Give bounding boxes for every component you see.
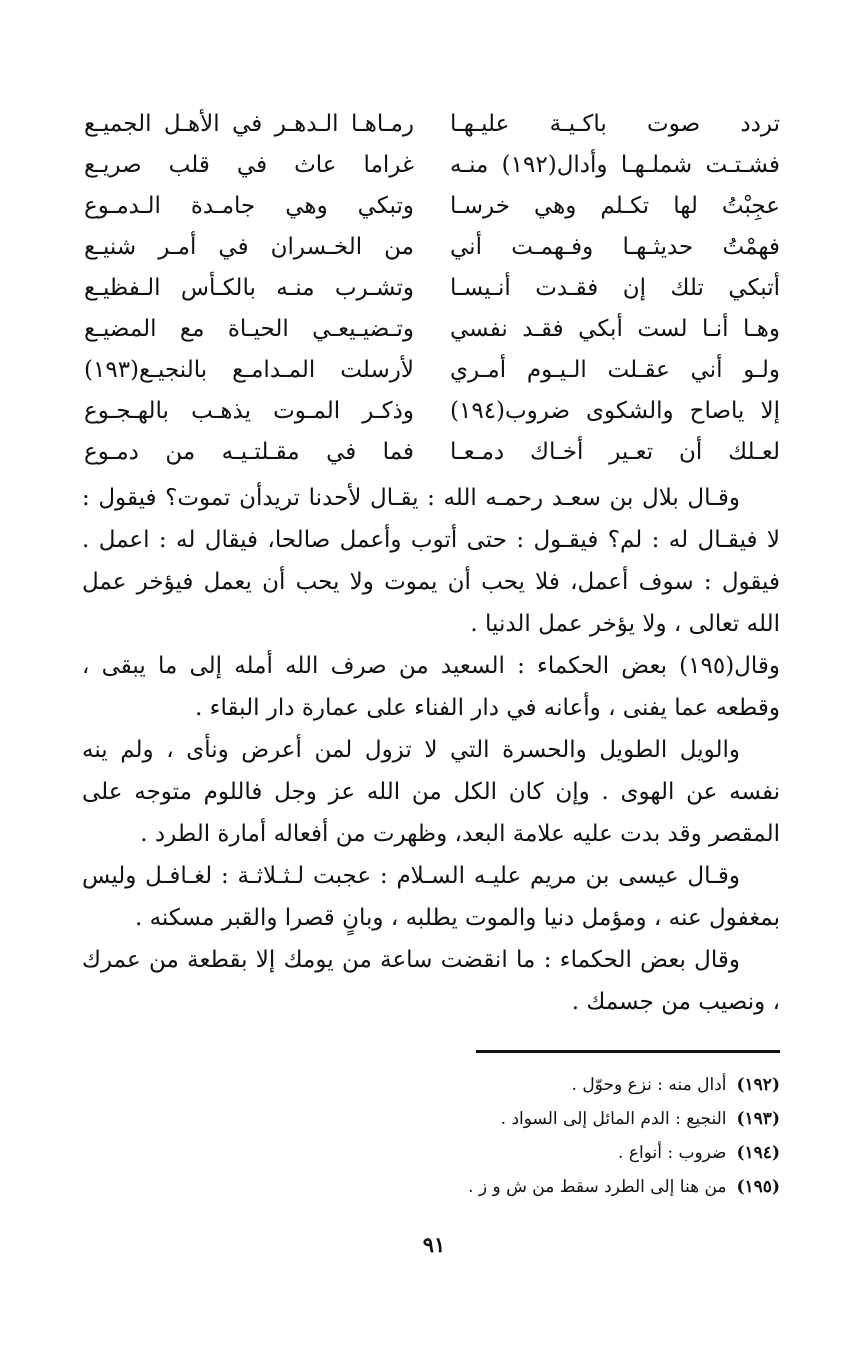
verse-first-hemistich: تردد صوت باكـيـة عليـهـا <box>450 111 780 137</box>
verse-second-hemistich: من الخـسران في أمـر شنيـع <box>84 234 414 260</box>
footnote-number: (١٩٥) <box>736 1177 780 1197</box>
paragraph-isa: وقـال عيسى بن مريم عليـه السـلام : عجبت لـثـلاثـة : لغـافـل وليس بمغفول عنه ، ومؤمل دنيا والموت يطلبه ، وبانٍ قصرا والقبر مسكنه . <box>82 863 780 931</box>
poem-verse <box>84 309 780 350</box>
paragraph-hour: وقال بعض الحكماء : ما انقضت ساعة من يومك إلا بقطعة من عمرك ، ونصيب من جسمك . <box>82 947 780 1015</box>
verse-first-hemistich: ولـو أني عقـلت الـيـوم أمـري <box>450 357 780 383</box>
footnote-text: ضروب : أنواع . <box>618 1143 727 1163</box>
poem-verse <box>84 350 780 391</box>
verse-second-hemistich: غراما عاث في قلب صريـع <box>84 152 414 178</box>
verse-first-hemistich: عجِبْتُ لها تكـلم وهي خرسـا <box>450 193 780 219</box>
poem-verse <box>84 145 780 186</box>
footnote-number: (١٩٣) <box>736 1109 780 1129</box>
verse-second-hemistich: وتشـرب منـه بالكـأس الـفظيـع <box>84 275 414 301</box>
footnote-divider <box>476 1050 780 1053</box>
footnote-text: من هنا إلى الطرد سقط من ش و ز . <box>468 1177 727 1197</box>
verse-second-hemistich: لأرسلت المـدامـع بالنجيـع(١٩٣) <box>84 357 414 383</box>
paragraph-woe: والويل الطويل والحسرة التي لا تزول لمن أعرض ونأى ، ولم ينه نفسه عن الهوى . وإن كان الكل من الله عز وجل فاللوم متوجه على المقصر وقد بدت عليه علامة البعد، وظهرت من أفعاله أمارة الطرد . <box>82 737 780 847</box>
verse-first-hemistich: وهـا أنـا لست أبكي فقـد نفسي <box>450 316 780 342</box>
verse-second-hemistich: وذكـر المـوت يذهـب بالهـجـوع <box>84 398 414 424</box>
verse-first-hemistich: فشـتـت شملـهـا وأدال(١٩٢) منـه <box>450 152 780 178</box>
paragraph-bilal: وقـال بلال بن سعـد رحمـه الله : يقـال لأحدنا تريدأن تموت؟ فيقول : لا فيقـال له : لم؟ فيقـول : حتى أتوب وأعمل صالحا، فيقال له : اعمل . فيقول : سوف أعمل، فلا يحب أن يموت ولا يحب أن يعمل فيؤخر عمل الله تعالى ، ولا يؤخر عمل الدنيا . <box>82 485 780 637</box>
prose-block <box>82 477 780 1023</box>
poem-verse <box>84 432 780 473</box>
verse-second-hemistich: فما في مقـلتـيـه من دمـوع <box>84 439 414 465</box>
footnote-text: أدال منه : نزع وحوّل . <box>571 1075 727 1095</box>
footnotes <box>360 1068 780 1204</box>
verse-second-hemistich: وتبكي وهي جامـدة الـدمـوع <box>84 193 414 219</box>
footnote <box>360 1102 780 1136</box>
poem-verse <box>84 227 780 268</box>
poem-verse <box>84 104 780 145</box>
poem-verse <box>84 186 780 227</box>
footnote <box>360 1136 780 1170</box>
footnote-number: (١٩٢) <box>736 1075 780 1095</box>
footnote-text: النجيع : الدم المائل إلى السواد . <box>500 1109 727 1129</box>
verse-first-hemistich: أتبكي تلك إن فقـدت أنـيسـا <box>450 275 780 301</box>
verse-second-hemistich: رمـاهـا الـدهـر في الأهـل الجميـع <box>84 111 414 137</box>
footnote <box>360 1068 780 1102</box>
verse-second-hemistich: وتـضيـيعـي الحيـاة مع المضيـع <box>84 316 414 342</box>
paragraph-sages-happiness: وقال(١٩٥) بعض الحكماء : السعيد من صرف الله أمله إلى ما يبقى ، وقطعه عما يفنى ، وأعانه في دار الفناء على عمارة دار البقاء . <box>82 653 780 721</box>
poem-verse <box>84 391 780 432</box>
verse-first-hemistich: لعـلك أن تعـير أخـاك دمـعـا <box>450 439 780 465</box>
verse-first-hemistich: إلا ياصاح والشكوى ضروب(١٩٤) <box>450 398 780 424</box>
verse-first-hemistich: فهمْتُ حديثـهـا وفـهمـت أني <box>450 234 780 260</box>
poem-verse <box>84 268 780 309</box>
poem-block <box>84 104 780 473</box>
footnote <box>360 1170 780 1204</box>
page-number: ٩١ <box>422 1232 446 1257</box>
footnote-number: (١٩٤) <box>736 1143 780 1163</box>
